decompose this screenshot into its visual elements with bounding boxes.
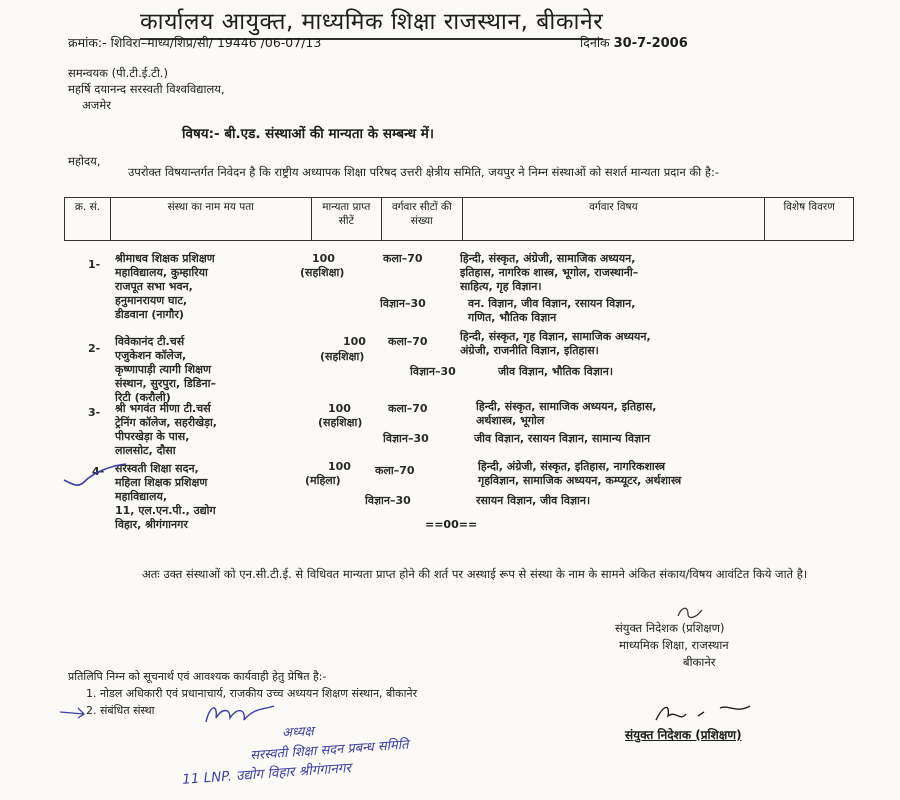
science-subjects [498,365,613,379]
name-line: डीडवाना (नागौर) [115,308,184,321]
arts-subjects [460,252,638,294]
science-seats: विज्ञान–30 [365,494,411,507]
arts-seats: कला–70 [375,464,415,477]
handwritten-line-2: सरस्वती शिक्षा सदन प्रबन्ध समिति [249,737,410,764]
intro-paragraph: उपरोक्त विषयान्तर्गत निवेदन है कि राष्ट्रीय अध्यापक शिक्षा परिषद उत्तरी क्षेत्रीय समिति, जयपुर ने निम्न संस्थाओं को सशर्त मान्यता प्रदान की है:- [128,165,720,179]
name-line: महाविद्यालय, कुम्हारिया [115,266,208,279]
reference-number: क्रमांक:- शिविरा–माध्य/शिप्र/सी/ 19446 /06-07/13 [68,35,322,50]
pen-tick-mark-icon [60,462,130,492]
name-line: संस्थान, सुरपुरा, डिडिना– [115,377,216,390]
institution-type: (सहशिक्षा) [320,350,365,363]
science-seats: विज्ञान–30 [410,365,456,378]
institution-type: (सहशिक्षा) [318,416,363,429]
table-header-row [65,198,854,241]
handwritten-line-1: अध्यक्ष [281,724,315,741]
signatory-block [615,620,729,671]
handwritten-line-3: 11 LNP. उद्योग विहार श्रीगंगानगर [181,760,352,788]
subject-line: वन. विज्ञान, जीव विज्ञान, रसायन विज्ञान, [468,297,636,310]
name-line: रिटी (करौली) [115,391,171,404]
recipient-line-3: अजमेर [82,98,111,112]
recipient-line-1: समन्वयक (पी.टी.ई.टी.) [68,66,168,80]
arts-seats: कला–70 [383,252,423,265]
date-label [580,34,688,51]
subject-line: रसायन विज्ञान, जीव विज्ञान। [476,494,591,507]
copy-intro: प्रतिलिपि निम्न को सूचनार्थ एवं आवश्यक कार्यवाही हेतु प्रेषित है:- [68,670,327,683]
seats-value: 100 [328,402,351,415]
institution-name [115,402,217,458]
office-header: कार्यालय आयुक्त, माध्यमिक शिक्षा राजस्थान, बीकानेर [140,4,603,40]
bottom-signatory-title: संयुक्त निदेशक (प्रशिक्षण) [625,728,742,742]
row-serial: 4- [92,465,105,478]
seats-value: 100 [328,460,351,473]
date-label-text: दिनांक [580,35,610,50]
subject-line: जीव विज्ञान, रसायन विज्ञान, सामान्य विज्ञान [474,432,651,445]
name-line: एजुकेशन कॉलेज, [115,349,187,362]
name-line: महाविद्यालय, [115,490,168,503]
subject-line: जीव विज्ञान, भौतिक विज्ञान। [498,365,614,378]
subject-line: साहित्य, गृह विज्ञान। [460,280,542,293]
name-line: विहार, श्रीगंगानगर [115,518,188,531]
science-subjects [468,297,635,325]
subject-line: हिन्दी, संस्कृत, गृह विज्ञान, सामाजिक अध्ययन, [460,330,651,343]
arts-subjects [460,330,651,358]
col-header-subjects: वर्गवार विषय [462,198,765,241]
col-header-seats: मान्यता प्राप्त सीटें [311,198,381,241]
signatory-line-3: बीकानेर [683,655,716,669]
signatory-line-2: माध्यमिक शिक्षा, राजस्थान [619,638,729,652]
science-subjects [474,432,650,446]
subject-line: अंग्रेजी, राजनीति विज्ञान, इतिहास। [460,344,599,357]
name-line: श्रीमाधव शिक्षक प्रशिक्षण [115,252,215,265]
subject-line: हिन्दी, अंग्रेजी, संस्कृत, इतिहास, नागरिकशास्त्र [478,460,666,473]
name-line: राजपूत सभा भवन, [115,280,193,293]
closing-paragraph: अतः उक्त संस्थाओं को एन.सी.टी.ई. से विधिवत मान्यता प्राप्त होने की शर्त पर अस्थाई रूप से संस्था के नाम के सामने अंकित संकाय/विषय आवंटित किये जाते है। [142,567,808,581]
col-header-serial: क्र. सं. [65,198,111,241]
handwritten-signature-icon [200,700,280,730]
recipient-line-2: महर्षि दयानन्द सरस्वती विश्वविद्यालय, [68,82,225,96]
arts-subjects [476,400,656,428]
col-header-category-seats: वर्गवार सीटों की संख्या [382,198,463,241]
salutation: महोदय, [68,154,101,168]
name-line: श्री भगवंत मीणा टी.चर्स [115,402,211,415]
institution-type: (सहशिक्षा) [300,266,345,279]
name-line: लालसोट, दौसा [115,444,176,457]
name-line: महिला शिक्षक प्रशिक्षण [115,476,208,489]
institution-type: (महिला) [305,474,341,487]
table-end-mark: ==00== [425,518,478,531]
arrow-scribble-icon [58,704,88,720]
science-seats: विज्ञान–30 [380,297,426,310]
row-serial: 1- [88,258,101,271]
subject-line: इतिहास, नागरिक शास्त्र, भूगोल, राजस्थानी– [460,266,639,279]
seats-value: 100 [312,252,335,265]
row-serial: 3- [88,406,101,419]
subject-line: गणित, भौतिक विज्ञान [468,311,557,324]
name-line: सरस्वती शिक्षा सदन, [115,462,199,475]
date-value: 30-7-2006 [613,36,688,51]
arts-subjects [478,460,681,488]
institutions-table [64,197,854,241]
col-header-remarks: विशेष विवरण [765,198,854,241]
name-line: विवेकानंद टी.चर्स [115,335,185,348]
name-line: कृष्णापाड़ी त्यागी शिक्षण [115,363,211,376]
subject-line: अर्थशास्त्र, भूगोल [476,414,545,427]
row-serial: 2- [88,342,101,355]
subject-line: विषय:- बी.एड. संस्थाओं की मान्यता के सम्बन्ध में। [182,126,434,142]
subject-line: हिन्दी, संस्कृत, सामाजिक अध्ययन, इतिहास, [476,400,657,413]
name-line: 11, एल.एन.पी., उद्योग [115,504,216,517]
name-line: हनुमानरायण घाट, [115,294,188,307]
subject-line: गृहविज्ञान, सामाजिक अध्ययन, कम्प्यूटर, अर्थशास्त्र [478,474,682,487]
copy-item-1: 1. नोडल अधिकारी एवं प्रधानाचार्य, राजकीय उच्च अध्ययन शिक्षण संस्थान, बीकानेर [86,687,418,700]
science-subjects [476,494,590,508]
name-line: पीपरखेड़ा के पास, [115,430,190,443]
arts-seats: कला–70 [388,335,428,348]
signatory-line-1: संयुक्त निदेशक (प्रशिक्षण) [615,621,725,635]
col-header-name: संस्था का नाम मय पता [110,198,311,241]
subject-line: हिन्दी, संस्कृत, अंग्रेजी, सामाजिक अध्ययन, [460,252,636,265]
name-line: ट्रेनिंग कॉलेज, सहरीखेड़ा, [115,416,217,429]
institution-name [115,462,216,532]
arts-seats: कला–70 [388,402,428,415]
copy-item-2: 2. संबंधित संस्था [86,704,155,717]
science-seats: विज्ञान–30 [383,432,429,445]
institution-name [115,335,216,405]
seats-value: 100 [343,335,366,348]
institution-name [115,252,215,322]
